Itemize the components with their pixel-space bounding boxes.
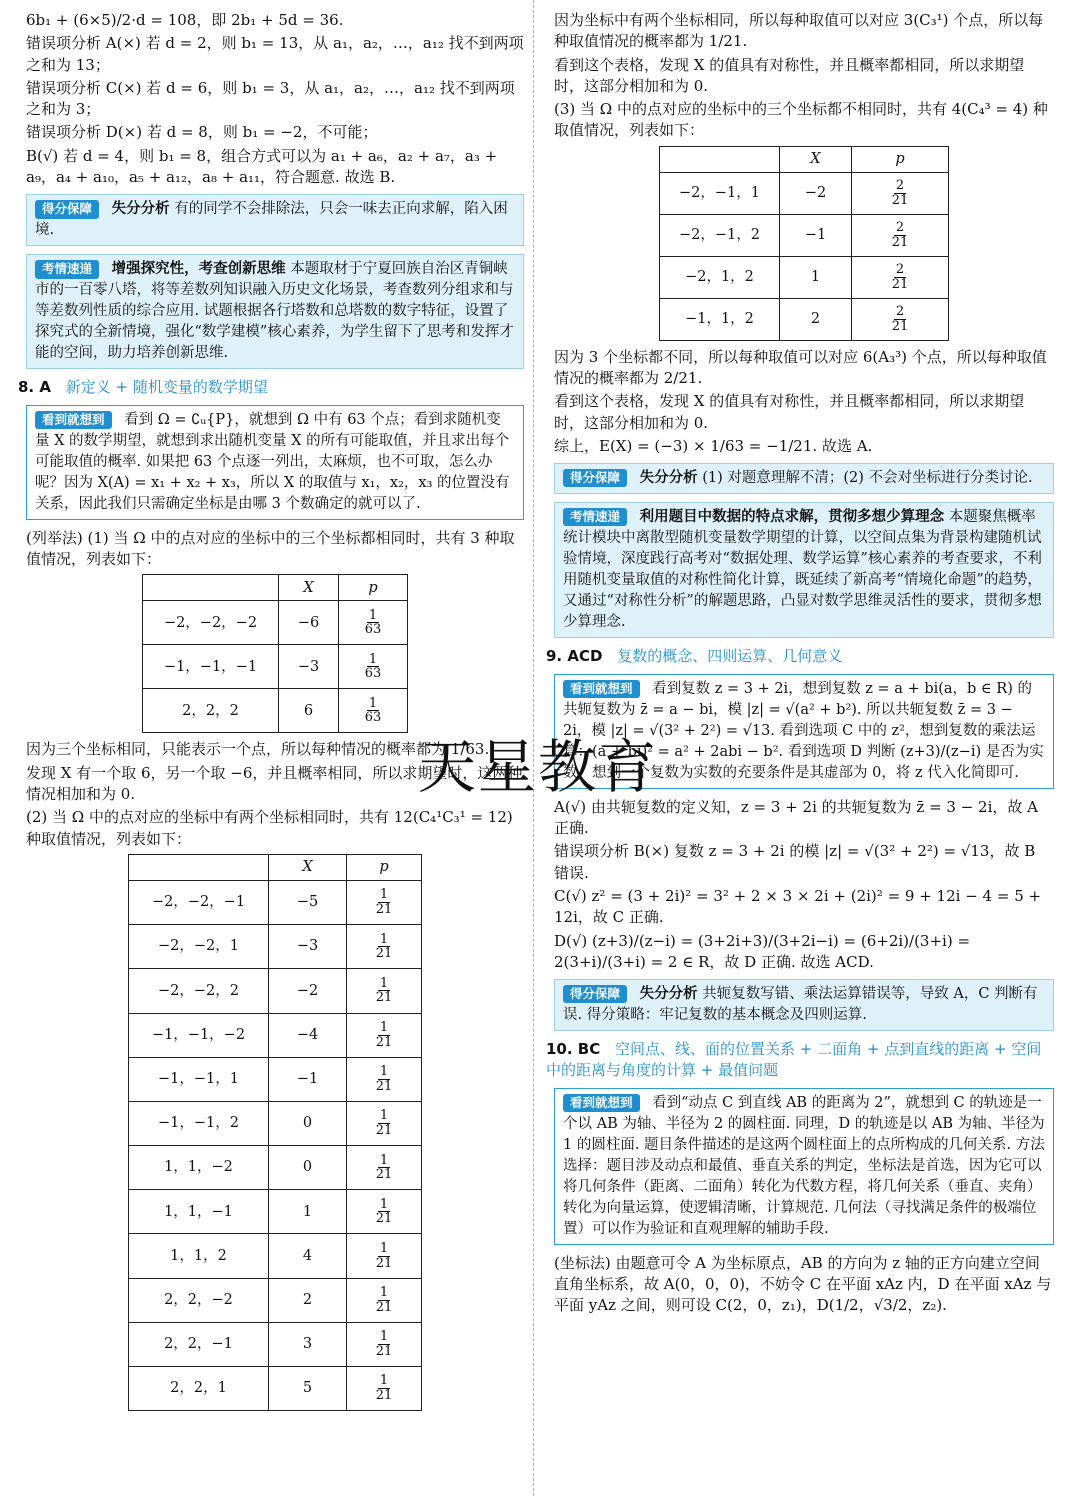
box-text: 共轭复数写错、乘法运算错误等，导致 A，C 判断有误. 得分策略：牢记复数的基本概念及四则运算.: [563, 986, 1038, 1024]
see-think-box: [26, 405, 524, 520]
table-cell: −2: [269, 969, 347, 1013]
exam-trend-box: [26, 254, 524, 369]
table-header-cell: X: [269, 854, 347, 880]
text-line: 错误项分析 C(×) 若 d = 6，则 b₁ = 3，从 a₁，a₂，…，a₁₂ 找不到两项之和为 3；: [26, 78, 515, 119]
table-cell: 5: [269, 1367, 347, 1411]
table-cell: 2，2，−2: [129, 1278, 269, 1322]
box-title: 增强探究性，考查创新思维: [111, 261, 286, 278]
table-cell: 1，1，−2: [129, 1146, 269, 1190]
table-row: [660, 256, 949, 298]
table-cell: [347, 969, 422, 1013]
table-cell: [852, 214, 949, 256]
box-text: 看到 Ω = ∁ᵤ{P}，就想到 Ω 中有 63 个点；看到求随机变量 X 的数学期望，就想到求出随机变量 X 的所有可能取值，并且求出每个可能取值的概率. 如果把 63 个点逐一列出，太麻烦，也不可取，怎么办呢？因为 X(A) = x₁ + x₂ + x₃，所以 X 的取值与 x₁，x₂，x₃ 的位置没有关系，因此我们只需确定坐标是由哪 3 个数确定的就可以了.: [35, 411, 510, 512]
table-cell: 2，2，−1: [129, 1322, 269, 1366]
text-line: A(√) 由共轭复数的定义知，z = 3 + 2i 的共轭复数为 z̄ = 3 − 2i，故 A 正确.: [554, 797, 1038, 838]
table-cell: −1，−1，2: [129, 1101, 269, 1145]
table-cell: [339, 601, 408, 645]
table-row: [129, 969, 422, 1013]
score-guarantee-box: [26, 194, 524, 246]
table-row: [129, 925, 422, 969]
table-row: [143, 689, 408, 733]
table-header-cell: [660, 146, 780, 172]
table-cell: −1，−1，−2: [129, 1013, 269, 1057]
text-line: (坐标法) 由题意可令 A 为坐标原点，AB 的方向为 z 轴的正方向建立空间直角坐标系，故 A(0，0，0)，不妨令 C 在平面 xAz 内，D 在平面 xAz 与平面 yAz 之间，则可设 C(2，0，z₁)，D(1/2，√3/2，z₂).: [554, 1253, 1052, 1315]
fraction: $\frac{1}{63}$: [364, 607, 382, 638]
fraction: $\frac{2}{21}$: [891, 304, 909, 334]
table-row: [129, 1278, 422, 1322]
table-row: [660, 298, 949, 340]
box-text: (1) 对题意理解不清；(2) 不会对坐标进行分类讨论.: [702, 470, 1033, 487]
table-cell: [347, 880, 422, 924]
fraction: $\frac{1}{21}$: [375, 931, 393, 962]
table-row: [129, 1322, 422, 1366]
fraction: $\frac{1}{21}$: [375, 1064, 393, 1094]
question-number: 8. A: [18, 378, 51, 397]
fraction: $\frac{1}{21}$: [375, 1285, 393, 1315]
table-same-coords: [142, 574, 408, 733]
box-text: 本题聚焦概率统计模块中离散型随机变量数学期望的计算，以空间点集为背景构建随机试验情境，深度践行高考对“数据处理、数学运算”核心素养的考查要求，不利用随机变量取值的对称性简化计算，既延续了新高考“情境化命题”的趋势，又通过“对称性分析”的解题思路，凸显对数学思维灵活性的要求，贯彻多想少算理念.: [563, 509, 1042, 631]
table-cell: [347, 1013, 422, 1057]
table-cell: [852, 172, 949, 214]
fraction: $\frac{1}{21}$: [375, 1019, 393, 1050]
text-line: 6b₁ + (6×5)/2·d = 108，即 2b₁ + 5d = 36.: [26, 11, 344, 29]
table-cell: [347, 1190, 422, 1234]
fraction: $\frac{1}{21}$: [375, 1108, 393, 1138]
table-cell: [347, 1278, 422, 1322]
table-cell: [347, 1234, 422, 1278]
table-header-cell: [143, 575, 279, 601]
text-line: 综上，E(X) = (−3) × 1/63 = −1/21. 故选 A.: [554, 436, 873, 455]
see-think-badge: 看到就想到: [35, 411, 112, 429]
box-text: 看到“动点 C 到直线 AB 的距离为 2”，就想到 C 的轨迹是一个以 AB 为轴、半径为 2 的圆柱面. 同理，D 的轨迹是以 AB 为轴、半径为 1 的圆柱面. 题目条件描述的是这两个圆柱面上的点所构成的几何关系. 方法选择：题目涉及动点和最值、垂直关系的判定，坐标法是首选，因为它可以将几何条件（距离、二面角）转化为代数方程，将几何关系（垂直、夹角）转化为向量运算，使逻辑清晰，计算规范. 几何法（寻找满足条件的极端位置）可以作为验证和直观理解的辅助手段.: [563, 1094, 1045, 1237]
see-think-badge: 看到就想到: [563, 1094, 640, 1112]
question-10-header: [546, 1039, 1054, 1082]
table-cell: −1，−1，1: [129, 1057, 269, 1101]
fraction: $\frac{1}{21}$: [375, 1196, 393, 1227]
table-row: [143, 645, 408, 689]
table-header-cell: p: [347, 854, 422, 880]
table-row: [129, 880, 422, 924]
exam-trend-box: [554, 502, 1054, 638]
table-cell: −2，1，2: [660, 256, 780, 298]
table-cell: −2，−2，1: [129, 925, 269, 969]
fraction: $\frac{1}{21}$: [375, 1329, 393, 1359]
table-cell: −1: [269, 1057, 347, 1101]
table-cell: 1: [269, 1190, 347, 1234]
right-column: [546, 10, 1054, 1319]
table-cell: −4: [269, 1013, 347, 1057]
table-header-cell: p: [339, 575, 408, 601]
table-cell: [347, 1146, 422, 1190]
table-cell: 2: [780, 298, 852, 340]
text-line: (列举法) (1) 当 Ω 中的点对应的坐标中的三个坐标都相同时，共有 3 种取值情况，列表如下：: [26, 528, 515, 569]
text-line: 错误项分析 A(×) 若 d = 2，则 b₁ = 13，从 a₁，a₂，…，a₁₂ 找不到两项之和为 13；: [26, 34, 524, 74]
table-cell: −2，−2，2: [129, 969, 269, 1013]
table-row: [129, 1146, 422, 1190]
table-row: [660, 214, 949, 256]
table-distinct-coords: [659, 146, 949, 341]
table-header-cell: [129, 854, 269, 880]
table-body: [129, 880, 422, 1410]
table-cell: [347, 1101, 422, 1145]
exam-trend-badge: 考情速递: [35, 260, 99, 278]
score-guarantee-badge: 得分保障: [35, 200, 99, 218]
table-cell: [347, 925, 422, 969]
box-text: 看到复数 z = 3 + 2i，想到复数 z = a + bi(a，b ∈ R) 的共轭复数为 z̄ = a − bi，模 |z| = √(a² + b²). 所以共轭复数 z̄ = 3 − 2i，模 |z| = √(3² + 2²) = √13. 看到选项 C 中的 z²，想到复数的乘法运算：(a + bi)² = a² + 2abi − b². 看到选项 D 判断 (z+3)/(z−i) 是否为实数，想到一个复数为实数的充要条件是其虚部为 0，将 z 代入化简即可.: [563, 680, 1044, 781]
fraction: $\frac{1}{21}$: [375, 887, 393, 918]
table-cell: −3: [269, 925, 347, 969]
table-header-cell: X: [780, 146, 852, 172]
question-9-header: [546, 646, 1054, 667]
text-line: C(√) z² = (3 + 2i)² = 3² + 2 × 3 × 2i + (2i)² = 9 + 12i − 4 = 5 + 12i，故 C 正确.: [554, 886, 1042, 927]
text-line: 因为坐标中有两个坐标相同，所以每种取值可以对应 3(C₃¹) 个点，所以每种取值情况的概率都为 1/21.: [554, 11, 1044, 51]
table-cell: [347, 1367, 422, 1411]
table-cell: [347, 1057, 422, 1101]
question-number: 9. ACD: [546, 647, 603, 666]
table-cell: 3: [269, 1322, 347, 1366]
text-line: (3) 当 Ω 中的点对应的坐标中的三个坐标都不相同时，共有 4(C₄³ = 4) 种取值情况，列表如下：: [554, 100, 1048, 140]
table-cell: 2: [269, 1278, 347, 1322]
table-cell: −1，−1，−1: [143, 645, 279, 689]
table-cell: −2，−2，−1: [129, 880, 269, 924]
table-cell: [852, 256, 949, 298]
text-line: 发现 X 有一个取 6，另一个取 −6，并且概率相同，所以求期望时，这两种情况相加和为 0.: [26, 763, 523, 804]
text-line: D(√) (z+3)/(z−i) = (3+2i+3)/(3+2i−i) = (6+2i)/(3+i) = 2(3+i)/(3+i) = 2 ∈ R，故 D 正确. 故选 ACD.: [554, 931, 971, 971]
table-row: [143, 601, 408, 645]
table-cell: [852, 298, 949, 340]
table-cell: [339, 689, 408, 733]
text-line: 看到这个表格，发现 X 的值具有对称性，并且概率都相同，所以求期望时，这部分相加和为 0.: [554, 55, 1025, 95]
table-row: [129, 1101, 422, 1145]
box-text: 本题取材于宁夏回族自治区青铜峡市的一百零八塔，将等差数列知识融入历史文化场景，考查数列分组求和与等差数列性质的综合应用. 试题根据各行塔数和总塔数的数字特征，设置了探究式的全新情境，强化“数学建模”核心素养，为学生留下了思考和发挥才能的空间，助力培养创新思维.: [35, 261, 514, 362]
score-guarantee-badge: 得分保障: [563, 985, 627, 1003]
question-topic: 空间点、线、面的位置关系 + 二面角 + 点到直线的距离 + 空间中的距离与角度的计算 + 最值问题: [546, 1040, 1042, 1080]
box-text: 有的同学不会排除法，只会一味去正向求解，陷入困境.: [35, 201, 508, 239]
table-cell: 0: [269, 1146, 347, 1190]
table-header-row: [143, 575, 408, 601]
box-title: 失分分析: [639, 470, 698, 487]
text-line: 因为 3 个坐标都不同，所以每种取值可以对应 6(A₃³) 个点，所以每种取值情况的概率都为 2/21.: [554, 347, 1047, 388]
text-line: B(√) 若 d = 4，则 b₁ = 8，组合方式可以为 a₁ + a₆，a₂ + a₇，a₃ + a₉，a₄ + a₁₀，a₅ + a₁₂，a₈ + a₁₁，符合题意. 故选 B.: [26, 146, 498, 187]
table-cell: 1，1，2: [129, 1234, 269, 1278]
table-cell: −1: [780, 214, 852, 256]
table-cell: 2，2，2: [143, 689, 279, 733]
table-cell: 1: [780, 256, 852, 298]
table-row: [660, 172, 949, 214]
table-cell: −3: [279, 645, 339, 689]
table-cell: [347, 1322, 422, 1366]
table-cell: 2，2，1: [129, 1367, 269, 1411]
box-title: 利用题目中数据的特点求解，贯彻多想少算理念: [639, 509, 945, 526]
table-header-cell: X: [279, 575, 339, 601]
table-cell: −1，1，2: [660, 298, 780, 340]
text-line: 错误项分析 B(×) 复数 z = 3 + 2i 的模 |z| = √(3² + 2²) = √13，故 B 错误.: [554, 842, 1036, 882]
table-header-cell: p: [852, 146, 949, 172]
left-column: [18, 10, 524, 1417]
score-guarantee-box: [554, 979, 1054, 1031]
table-header-row: [129, 854, 422, 880]
table-row: [129, 1234, 422, 1278]
table-cell: 6: [279, 689, 339, 733]
fraction: $\frac{2}{21}$: [891, 262, 909, 292]
text-line: 看到这个表格，发现 X 的值具有对称性，并且概率都相同，所以求期望时，这部分相加和为 0.: [554, 392, 1025, 432]
question-number: 10. BC: [546, 1040, 601, 1059]
fraction: $\frac{1}{21}$: [375, 1240, 393, 1271]
table-row: [129, 1190, 422, 1234]
exam-trend-badge: 考情速递: [563, 508, 627, 526]
table-cell: −5: [269, 880, 347, 924]
table-row: [129, 1013, 422, 1057]
fraction: $\frac{1}{21}$: [375, 1373, 393, 1404]
fraction: $\frac{2}{21}$: [891, 220, 909, 250]
fraction: $\frac{1}{21}$: [375, 1152, 393, 1183]
table-cell: −2，−2，−2: [143, 601, 279, 645]
table-cell: −2，−1，1: [660, 172, 780, 214]
see-think-box: [554, 1088, 1054, 1245]
text-line: 因为三个坐标相同，只能表示一个点，所以每种情况的概率都为 1/63.: [26, 740, 490, 759]
fraction: $\frac{1}{63}$: [364, 695, 382, 726]
table-cell: −6: [279, 601, 339, 645]
question-8-header: [18, 377, 524, 398]
table-cell: 1，1，−1: [129, 1190, 269, 1234]
fraction: $\frac{2}{21}$: [891, 178, 909, 208]
table-cell: 4: [269, 1234, 347, 1278]
table-row: [129, 1367, 422, 1411]
question-topic: 新定义 + 随机变量的数学期望: [65, 378, 268, 397]
table-row: [129, 1057, 422, 1101]
table-cell: −2: [780, 172, 852, 214]
see-think-badge: 看到就想到: [563, 680, 640, 698]
table-cell: −2，−1，2: [660, 214, 780, 256]
box-title: 失分分析: [639, 986, 698, 1003]
fraction: $\frac{1}{21}$: [375, 975, 393, 1006]
table-header-row: [660, 146, 949, 172]
table-cell: [339, 645, 408, 689]
text-line: 错误项分析 D(×) 若 d = 8，则 b₁ = −2，不可能；: [26, 123, 378, 142]
question-topic: 复数的概念、四则运算、几何意义: [617, 647, 843, 666]
table-body: [660, 172, 949, 340]
score-guarantee-badge: 得分保障: [563, 469, 627, 487]
table-two-same-coords: [128, 854, 422, 1411]
text-line: (2) 当 Ω 中的点对应的坐标中有两个坐标相同时，共有 12(C₄¹C₃¹ = 12) 种取值情况，列表如下：: [26, 808, 513, 848]
watermark-text: 天星教育: [418, 733, 659, 801]
table-cell: 0: [269, 1101, 347, 1145]
score-guarantee-box: [554, 463, 1054, 494]
box-title: 失分分析: [111, 201, 170, 218]
fraction: $\frac{1}{63}$: [364, 651, 382, 682]
